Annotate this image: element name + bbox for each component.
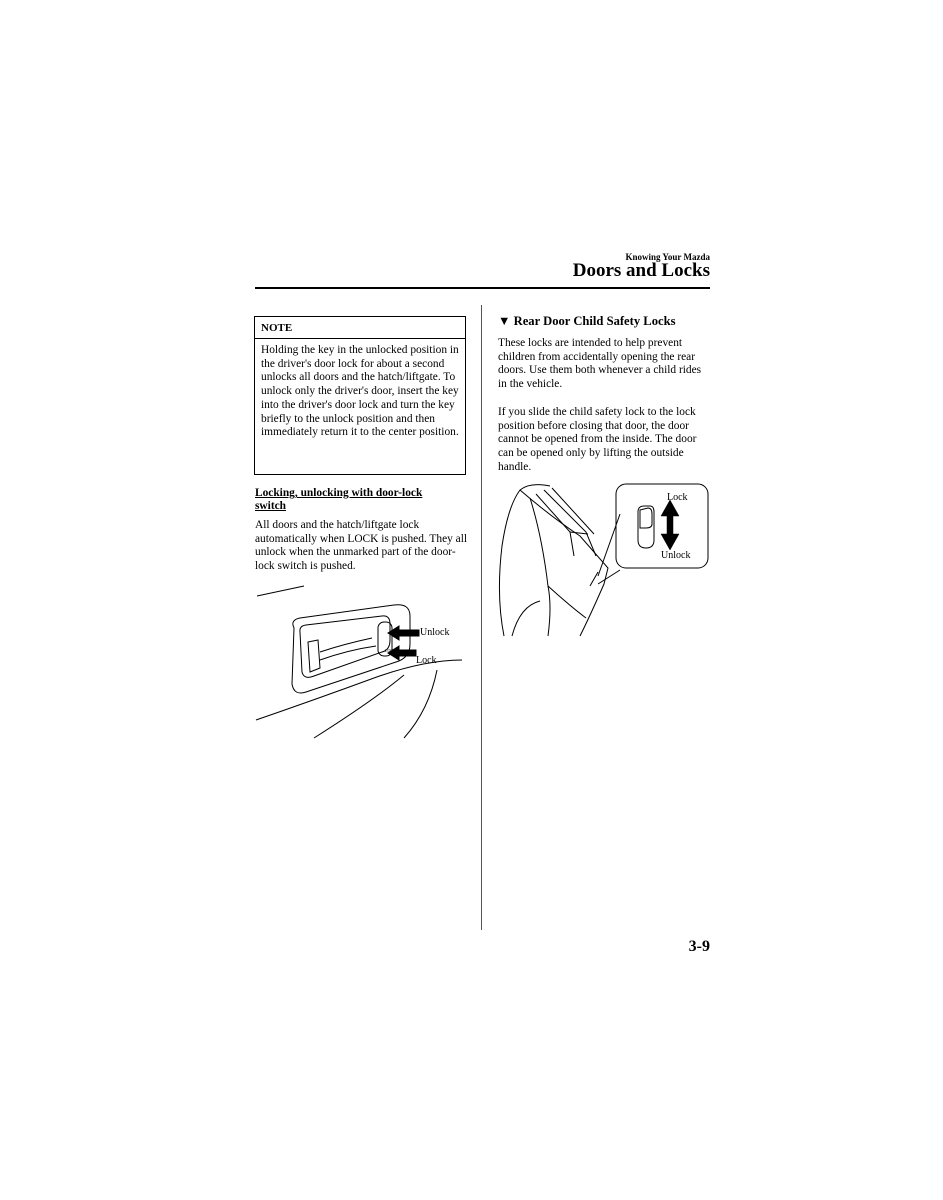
- child-safety-text-1: These locks are intended to help prevent children from accidentally opening the rear doors. Use them both whenever a child rides in the vehicle.: [498, 337, 702, 391]
- switch-lock-marking: LOCK: [385, 648, 396, 653]
- note-heading: NOTE: [255, 317, 465, 339]
- child-safety-heading-text: Rear Door Child Safety Locks: [513, 314, 676, 328]
- header-rule: [255, 287, 710, 289]
- page-number: 3-9: [688, 938, 710, 955]
- note-box: [254, 316, 466, 475]
- child-safety-text-2: If you slide the child safety lock to the lock position before closing that door, the door cannot be opened from the inside. The door can be opened only by lifting the outside handle.: [498, 406, 697, 473]
- section-label: Knowing Your Mazda: [625, 252, 710, 262]
- door-lock-switch-heading: Locking, unlocking with door-lock switch: [255, 487, 423, 512]
- child-lock-unlock-label: Unlock: [661, 550, 691, 561]
- lock-label: Lock: [416, 655, 437, 666]
- door-lock-switch-text: All doors and the hatch/liftgate lock automatically when LOCK is pushed. They all unlock when the unmarked part of the door-lock switch is pushed.: [255, 519, 468, 573]
- column-divider: [481, 305, 482, 930]
- door-lock-switch-figure: [254, 580, 474, 740]
- child-safety-lock-figure: [490, 476, 712, 642]
- triangle-marker-icon: ▼: [498, 314, 511, 328]
- note-text: Holding the key in the unlocked position in the driver's door lock for about a second unlocks all doors and the hatch/liftgate. To unlock only the driver's door, insert the key into the driver's door lock and turn the key briefly to the unlock position and then immediately return it to the center position.: [261, 344, 459, 439]
- child-lock-lock-label: Lock: [667, 492, 688, 503]
- child-safety-heading: [498, 314, 710, 329]
- page-title: Doors and Locks: [572, 260, 710, 281]
- unlock-label: Unlock: [420, 627, 450, 638]
